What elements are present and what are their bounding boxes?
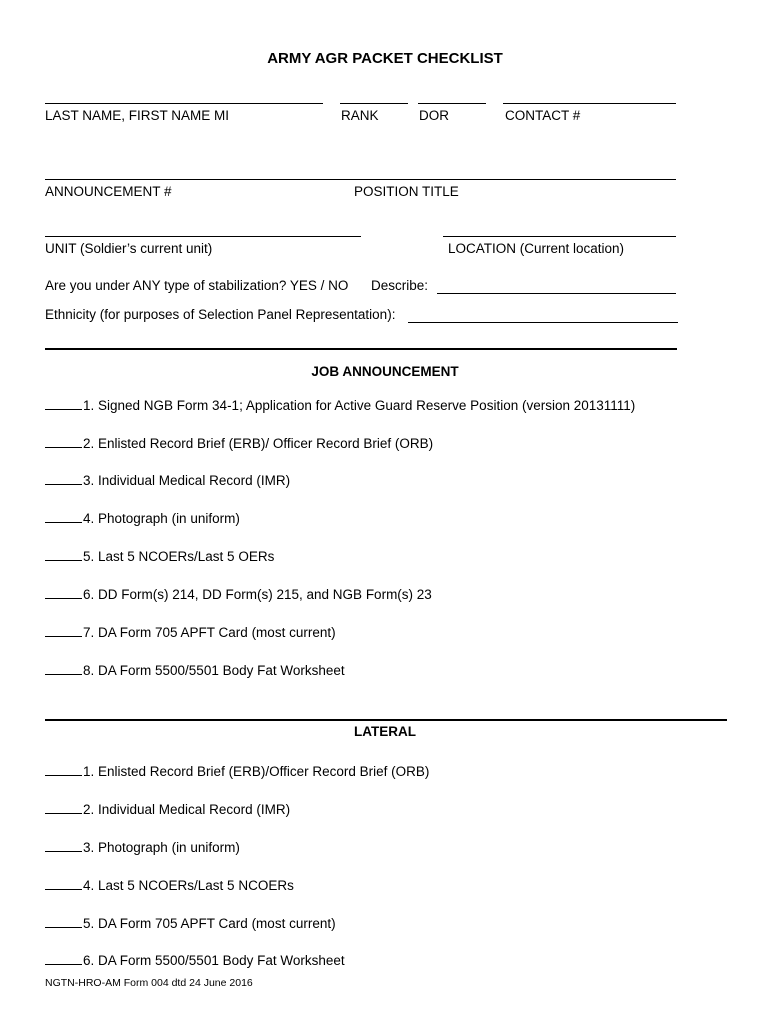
announcement-position-line[interactable]: [45, 179, 676, 180]
lateral-item-2-text: 2. Individual Medical Record (IMR): [83, 802, 291, 817]
lateral-item-5-checkbox-line[interactable]: [45, 914, 82, 928]
job-item-2[interactable]: [45, 434, 433, 452]
lateral-item-1-text: 1. Enlisted Record Brief (ERB)/Officer Record Brief (ORB): [83, 764, 430, 779]
location-field-line[interactable]: [443, 236, 676, 237]
form-title: ARMY AGR PACKET CHECKLIST: [267, 50, 503, 67]
job-item-3-checkbox-line[interactable]: [45, 471, 82, 485]
job-item-4-text: 4. Photograph (in uniform): [83, 511, 240, 526]
section-divider: [45, 348, 677, 350]
lateral-item-3-text: 3. Photograph (in uniform): [83, 840, 240, 855]
position-title-label: POSITION TITLE: [354, 184, 459, 199]
lateral-item-3[interactable]: [45, 838, 240, 856]
rank-field-line[interactable]: [340, 103, 408, 104]
lateral-item-2-checkbox-line[interactable]: [45, 800, 82, 814]
lateral-item-1[interactable]: [45, 762, 429, 780]
ethnicity-label: Ethnicity (for purposes of Selection Panel Representation):: [45, 307, 396, 322]
form-footer: NGTN-HRO-AM Form 004 dtd 24 June 2016: [45, 977, 253, 989]
job-item-4[interactable]: [45, 509, 240, 527]
job-item-4-checkbox-line[interactable]: [45, 509, 82, 523]
job-item-7-text: 7. DA Form 705 APFT Card (most current): [83, 625, 336, 640]
job-item-5-text: 5. Last 5 NCOERs/Last 5 OERs: [83, 549, 275, 564]
job-item-6-checkbox-line[interactable]: [45, 585, 82, 599]
job-item-1-text: 1. Signed NGB Form 34-1; Application for Active Guard Reserve Position (version 20131111): [83, 398, 636, 413]
ethnicity-field-line[interactable]: [408, 322, 678, 323]
stabilization-question: Are you under ANY type of stabilization? YES / NO: [45, 278, 349, 293]
describe-field-line[interactable]: [437, 293, 676, 294]
lateral-item-4-text: 4. Last 5 NCOERs/Last 5 NCOERs: [83, 878, 294, 893]
lateral-heading: LATERAL: [354, 724, 416, 739]
dor-label: DOR: [419, 108, 449, 123]
lateral-item-4[interactable]: [45, 876, 294, 894]
lateral-item-2[interactable]: [45, 800, 290, 818]
job-item-7[interactable]: [45, 623, 336, 641]
job-item-7-checkbox-line[interactable]: [45, 623, 82, 637]
describe-label: Describe:: [371, 278, 429, 293]
job-item-8[interactable]: [45, 661, 345, 679]
location-label: LOCATION (Current location): [448, 241, 625, 256]
name-label: LAST NAME, FIRST NAME MI: [45, 108, 230, 123]
contact-label: CONTACT #: [505, 108, 581, 123]
job-item-3-text: 3. Individual Medical Record (IMR): [83, 473, 291, 488]
lateral-item-3-checkbox-line[interactable]: [45, 838, 82, 852]
job-item-1-checkbox-line[interactable]: [45, 396, 82, 410]
lateral-item-6-text: 6. DA Form 5500/5501 Body Fat Worksheet: [83, 953, 345, 968]
job-announcement-heading: JOB ANNOUNCEMENT: [311, 364, 459, 379]
announcement-label: ANNOUNCEMENT #: [45, 184, 172, 199]
lateral-item-6[interactable]: [45, 951, 345, 969]
job-item-8-text: 8. DA Form 5500/5501 Body Fat Worksheet: [83, 663, 345, 678]
job-item-3[interactable]: [45, 471, 290, 489]
unit-field-line[interactable]: [45, 236, 361, 237]
job-item-6[interactable]: [45, 585, 432, 603]
contact-field-line[interactable]: [503, 103, 676, 104]
lateral-divider: [45, 719, 727, 721]
job-item-8-checkbox-line[interactable]: [45, 661, 82, 675]
lateral-item-6-checkbox-line[interactable]: [45, 951, 82, 965]
rank-label: RANK: [341, 108, 379, 123]
lateral-item-4-checkbox-line[interactable]: [45, 876, 82, 890]
job-item-6-text: 6. DD Form(s) 214, DD Form(s) 215, and NGB Form(s) 23: [83, 587, 432, 602]
lateral-item-5-text: 5. DA Form 705 APFT Card (most current): [83, 916, 336, 931]
job-item-5-checkbox-line[interactable]: [45, 547, 82, 561]
lateral-item-1-checkbox-line[interactable]: [45, 762, 82, 776]
dor-field-line[interactable]: [418, 103, 486, 104]
job-item-2-checkbox-line[interactable]: [45, 434, 82, 448]
name-field-line[interactable]: [45, 103, 323, 104]
unit-label: UNIT (Soldier’s current unit): [45, 241, 213, 256]
job-item-5[interactable]: [45, 547, 274, 565]
job-item-1[interactable]: [45, 396, 635, 414]
lateral-item-5[interactable]: [45, 914, 336, 932]
job-item-2-text: 2. Enlisted Record Brief (ERB)/ Officer Record Brief (ORB): [83, 436, 434, 451]
